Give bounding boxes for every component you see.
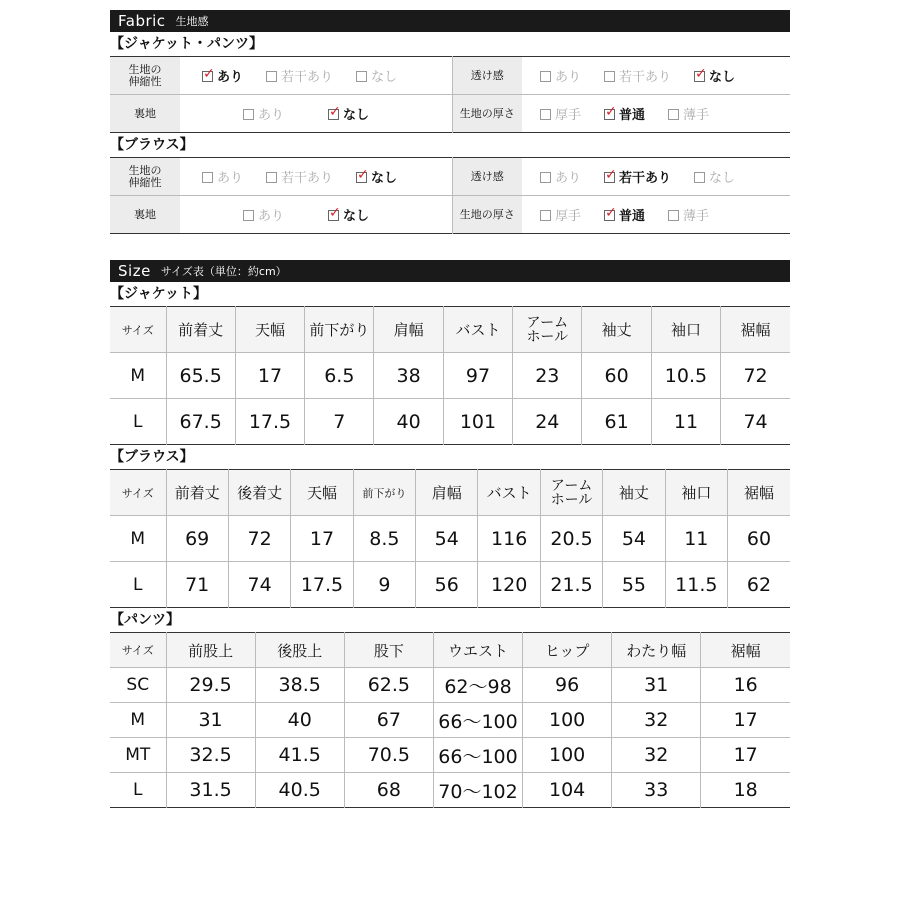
fabric-option-label: あり: [555, 70, 582, 85]
size-table-title: 【パンツ】: [110, 612, 180, 628]
fabric-label: 裏地: [110, 196, 180, 234]
fabric-label: 生地の厚さ: [452, 95, 522, 133]
size-value: 116: [478, 516, 540, 562]
fabric-table: [110, 56, 790, 133]
fabric-option-label: なし: [343, 108, 370, 123]
size-value: 72: [721, 353, 790, 399]
fabric-option[interactable]: [356, 171, 397, 186]
checkbox-icon[interactable]: [668, 210, 679, 221]
fabric-header: [110, 10, 790, 32]
size-value: 40.5: [255, 773, 344, 808]
size-label: L: [110, 562, 166, 608]
size-value: 20.5: [540, 516, 602, 562]
fabric-label: 裏地: [110, 95, 180, 133]
checkbox-icon[interactable]: [668, 109, 679, 120]
size-column-header: 前股上: [166, 633, 255, 668]
size-column-header: わたり幅: [612, 633, 701, 668]
fabric-label: 透け感: [452, 57, 522, 95]
fabric-options: [522, 57, 790, 95]
size-row: [110, 738, 790, 773]
size-column-header: バスト: [478, 470, 540, 516]
size-value: 56: [416, 562, 478, 608]
size-column-header: 後股上: [255, 633, 344, 668]
size-header-jp: サイズ表（単位：約cm）: [160, 265, 287, 278]
size-value: 96: [523, 668, 612, 703]
size-value: 71: [166, 562, 228, 608]
size-value: 61: [582, 399, 651, 445]
size-value: 41.5: [255, 738, 344, 773]
size-header-row: [110, 470, 790, 516]
size-value: 17: [701, 703, 790, 738]
size-table: [110, 306, 790, 445]
size-column-header: 袖丈: [603, 470, 665, 516]
size-row: [110, 353, 790, 399]
fabric-label: 透け感: [452, 158, 522, 196]
fabric-table: [110, 157, 790, 234]
size-header-row: [110, 307, 790, 353]
size-table-title: 【ブラウス】: [110, 449, 194, 465]
size-column-header: 裾幅: [701, 633, 790, 668]
fabric-option[interactable]: [328, 209, 369, 224]
fabric-option[interactable]: [604, 70, 671, 85]
fabric-option-label: 薄手: [683, 108, 710, 123]
fabric-option-label: あり: [217, 70, 244, 85]
size-column-header: ヒップ: [523, 633, 612, 668]
size-column-header: サイズ: [110, 633, 166, 668]
checked-checkbox-icon[interactable]: [328, 210, 339, 221]
size-value: 11.5: [665, 562, 727, 608]
fabric-header-en: Fabric: [118, 12, 166, 30]
checked-checkbox-icon[interactable]: [202, 71, 213, 82]
size-value: 66〜100: [433, 703, 522, 738]
fabric-option-label: なし: [371, 70, 398, 85]
size-value: 74: [228, 562, 290, 608]
checkbox-icon[interactable]: [356, 71, 367, 82]
checkbox-icon[interactable]: [540, 109, 551, 120]
size-value: 67: [344, 703, 433, 738]
size-value: 17: [701, 738, 790, 773]
fabric-options: [180, 57, 452, 95]
fabric-option-label: なし: [343, 209, 370, 224]
fabric-options: [522, 158, 790, 196]
fabric-row: [110, 196, 790, 234]
size-column-header: バスト: [443, 307, 512, 353]
fabric-option[interactable]: [540, 108, 581, 123]
size-column-header: 袖口: [665, 470, 727, 516]
size-value: 70.5: [344, 738, 433, 773]
size-value: 67.5: [166, 399, 235, 445]
size-row: [110, 773, 790, 808]
size-column-header: 裾幅: [728, 470, 790, 516]
size-area: [110, 282, 790, 808]
fabric-option-label: 若干あり: [281, 70, 334, 85]
size-value: 16: [701, 668, 790, 703]
size-column-header: ウエスト: [433, 633, 522, 668]
size-value: 31: [612, 668, 701, 703]
fabric-label: 生地の厚さ: [452, 196, 522, 234]
size-value: 31: [166, 703, 255, 738]
size-value: 54: [416, 516, 478, 562]
size-value: 120: [478, 562, 540, 608]
size-value: 17: [235, 353, 304, 399]
size-column-header: 袖口: [651, 307, 720, 353]
size-value: 32: [612, 703, 701, 738]
checkbox-icon[interactable]: [540, 172, 551, 183]
size-column-header: 股下: [344, 633, 433, 668]
fabric-option-label: あり: [217, 171, 244, 186]
fabric-header-jp: 生地感: [175, 15, 209, 28]
size-value: 38.5: [255, 668, 344, 703]
fabric-option[interactable]: [668, 209, 709, 224]
fabric-option[interactable]: [604, 171, 671, 186]
size-column-header: 天幅: [291, 470, 353, 516]
checkbox-icon[interactable]: [694, 172, 705, 183]
fabric-option-label: 厚手: [555, 209, 582, 224]
size-label: L: [110, 773, 166, 808]
checked-checkbox-icon[interactable]: [356, 172, 367, 183]
fabric-option-label: あり: [555, 171, 582, 186]
fabric-option[interactable]: [694, 70, 735, 85]
checked-checkbox-icon[interactable]: [328, 109, 339, 120]
size-value: 60: [582, 353, 651, 399]
size-value: 62.5: [344, 668, 433, 703]
fabric-option-label: なし: [709, 171, 736, 186]
size-column-header: 前着丈: [166, 307, 235, 353]
size-value: 8.5: [353, 516, 415, 562]
size-row: [110, 399, 790, 445]
fabric-option[interactable]: [604, 209, 645, 224]
size-value: 69: [166, 516, 228, 562]
size-column-header: 前着丈: [166, 470, 228, 516]
size-column-header: アーム ホール: [513, 307, 582, 353]
fabric-option[interactable]: [694, 171, 735, 186]
size-value: 72: [228, 516, 290, 562]
size-label: M: [110, 703, 166, 738]
size-header: [110, 260, 790, 282]
fabric-label: 生地の 伸縮性: [110, 158, 180, 196]
checkbox-icon[interactable]: [266, 71, 277, 82]
fabric-options: [180, 196, 452, 234]
fabric-option[interactable]: [540, 209, 581, 224]
size-value: 31.5: [166, 773, 255, 808]
fabric-option[interactable]: [243, 209, 284, 224]
size-column-header: 肩幅: [416, 470, 478, 516]
size-value: 18: [701, 773, 790, 808]
size-row: [110, 516, 790, 562]
size-value: 10.5: [651, 353, 720, 399]
checkbox-icon[interactable]: [202, 172, 213, 183]
fabric-option-label: あり: [258, 209, 285, 224]
fabric-option-label: あり: [258, 108, 285, 123]
fabric-option[interactable]: [668, 108, 709, 123]
size-value: 9: [353, 562, 415, 608]
size-value: 97: [443, 353, 512, 399]
size-row: [110, 668, 790, 703]
fabric-section-title: 【ブラウス】: [110, 137, 194, 153]
fabric-option[interactable]: [266, 70, 333, 85]
fabric-row: [110, 158, 790, 196]
checkbox-icon[interactable]: [243, 109, 254, 120]
fabric-option[interactable]: [604, 108, 645, 123]
size-table-title: 【ジャケット】: [110, 286, 208, 302]
checkbox-icon[interactable]: [266, 172, 277, 183]
size-table: [110, 469, 790, 608]
fabric-option[interactable]: [266, 171, 333, 186]
size-value: 29.5: [166, 668, 255, 703]
fabric-option-label: 普通: [619, 108, 646, 123]
checkbox-icon[interactable]: [604, 71, 615, 82]
size-value: 66〜100: [433, 738, 522, 773]
checked-checkbox-icon[interactable]: [604, 172, 615, 183]
fabric-option[interactable]: [243, 108, 284, 123]
size-value: 17: [291, 516, 353, 562]
fabric-label: 生地の 伸縮性: [110, 57, 180, 95]
size-column-header: 肩幅: [374, 307, 443, 353]
size-value: 68: [344, 773, 433, 808]
size-value: 38: [374, 353, 443, 399]
size-value: 55: [603, 562, 665, 608]
size-value: 104: [523, 773, 612, 808]
size-column-header: アーム ホール: [540, 470, 602, 516]
size-column-header: 前下がり: [305, 307, 374, 353]
fabric-option-label: なし: [371, 171, 398, 186]
size-value: 32: [612, 738, 701, 773]
size-column-header: サイズ: [110, 470, 166, 516]
size-value: 54: [603, 516, 665, 562]
fabric-option[interactable]: [540, 70, 581, 85]
size-label: M: [110, 516, 166, 562]
fabric-row: [110, 57, 790, 95]
size-column-header: 袖丈: [582, 307, 651, 353]
size-value: 101: [443, 399, 512, 445]
size-column-header: サイズ: [110, 307, 166, 353]
checkbox-icon[interactable]: [540, 71, 551, 82]
size-label: MT: [110, 738, 166, 773]
size-value: 7: [305, 399, 374, 445]
fabric-option[interactable]: [540, 171, 581, 186]
size-value: 60: [728, 516, 790, 562]
size-row: [110, 703, 790, 738]
size-value: 23: [513, 353, 582, 399]
fabric-option-label: 若干あり: [619, 70, 672, 85]
size-value: 11: [651, 399, 720, 445]
size-value: 21.5: [540, 562, 602, 608]
size-value: 100: [523, 703, 612, 738]
fabric-option-label: 若干あり: [281, 171, 334, 186]
size-value: 62〜98: [433, 668, 522, 703]
size-value: 11: [665, 516, 727, 562]
fabric-option-label: なし: [709, 70, 736, 85]
size-column-header: 裾幅: [721, 307, 790, 353]
size-header-row: [110, 633, 790, 668]
size-table: [110, 632, 790, 808]
size-value: 17.5: [291, 562, 353, 608]
size-value: 32.5: [166, 738, 255, 773]
size-header-en: Size: [118, 262, 151, 280]
fabric-section-title: 【ジャケット・パンツ】: [110, 36, 264, 52]
size-value: 24: [513, 399, 582, 445]
fabric-option[interactable]: [202, 70, 243, 85]
size-label: SC: [110, 668, 166, 703]
fabric-options: [180, 158, 452, 196]
size-value: 40: [255, 703, 344, 738]
size-row: [110, 562, 790, 608]
size-column-header: 前下がり: [353, 470, 415, 516]
fabric-option[interactable]: [328, 108, 369, 123]
fabric-options: [522, 95, 790, 133]
size-value: 33: [612, 773, 701, 808]
fabric-option[interactable]: [356, 70, 397, 85]
size-value: 65.5: [166, 353, 235, 399]
size-value: 70〜102: [433, 773, 522, 808]
size-label: L: [110, 399, 166, 445]
fabric-row: [110, 95, 790, 133]
size-value: 62: [728, 562, 790, 608]
size-value: 6.5: [305, 353, 374, 399]
checked-checkbox-icon[interactable]: [694, 71, 705, 82]
size-value: 100: [523, 738, 612, 773]
checked-checkbox-icon[interactable]: [604, 109, 615, 120]
fabric-option-label: 厚手: [555, 108, 582, 123]
checked-checkbox-icon[interactable]: [604, 210, 615, 221]
checkbox-icon[interactable]: [540, 210, 551, 221]
size-column-header: 後着丈: [228, 470, 290, 516]
fabric-option-label: 普通: [619, 209, 646, 224]
fabric-option-label: 薄手: [683, 209, 710, 224]
size-column-header: 天幅: [235, 307, 304, 353]
size-label: M: [110, 353, 166, 399]
size-value: 74: [721, 399, 790, 445]
size-value: 40: [374, 399, 443, 445]
fabric-options: [180, 95, 452, 133]
fabric-option-label: 若干あり: [619, 171, 672, 186]
fabric-options: [522, 196, 790, 234]
fabric-option[interactable]: [202, 171, 243, 186]
checkbox-icon[interactable]: [243, 210, 254, 221]
spec-sheet: [110, 10, 790, 808]
fabric-area: [110, 32, 790, 234]
size-value: 17.5: [235, 399, 304, 445]
